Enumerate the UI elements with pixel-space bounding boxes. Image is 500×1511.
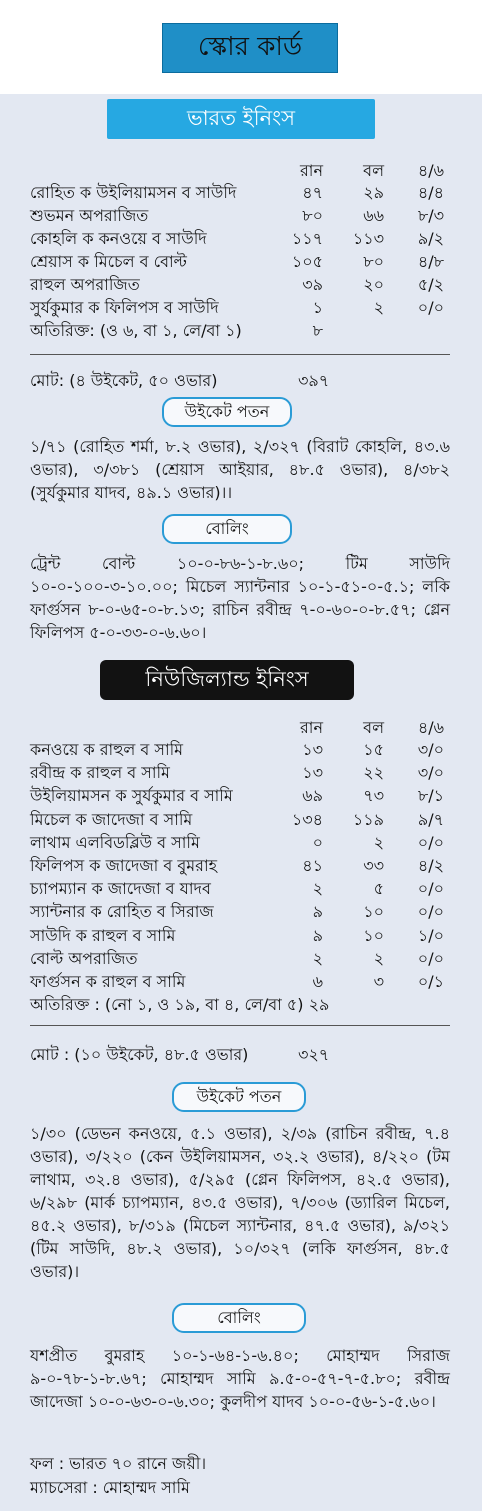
- india-bowling-figures: ট্রেন্ট বোল্ট ১০-০-৮৬-১-৮.৬০; টিম সাউদি ১০-০-১০০-৩-১০.০০; মিচেল স্যান্টনার ১০-১-৫১-০-৫.১; লকি ফার্গুসন ৮-০-৬৫-০-৮.১৩; রাচিন রবীন্দ্র ৭-০-৬০-০-৮.৫৭; গ্লেন ফিলিপস ৫-০-৩৩-০-৬.৬০।: [30, 554, 450, 642]
- balls-col-label: বল: [363, 718, 384, 737]
- header: [0, 0, 500, 94]
- batter-runs: ১৩: [302, 740, 323, 759]
- batter-balls: ২০: [363, 275, 384, 294]
- batting-row: [30, 205, 450, 227]
- batter-name: শ্রেয়াস ক মিচেল ব বোল্ট: [30, 252, 187, 271]
- batter-balls: ১০: [363, 902, 384, 922]
- batter-runs: ২: [312, 948, 323, 968]
- batter-fours-sixes: ০/০: [417, 832, 444, 852]
- india-innings-heading: ভারত ইনিংস: [107, 99, 375, 139]
- batter-name: সুর্যকুমার ক ফিলিপস ব সাউদি: [30, 298, 219, 317]
- batter-balls: ৩৩: [363, 856, 384, 875]
- batter-balls: ২: [373, 298, 384, 317]
- batter-balls: ১১৯: [352, 809, 384, 829]
- batter-runs: ১: [312, 298, 323, 317]
- nz-bowling-heading: বোলিং: [172, 1303, 306, 1333]
- runs-col-label: রান: [300, 718, 323, 737]
- india-bowling-heading: বোলিং: [162, 514, 292, 544]
- batter-runs: ১৩৪: [291, 809, 323, 829]
- batting-row: [30, 901, 450, 923]
- batting-row: [30, 297, 450, 319]
- balls-col-label: বল: [363, 161, 384, 180]
- batter-fours-sixes: ১/০: [417, 925, 444, 945]
- batter-runs: ৬৯: [302, 786, 323, 806]
- batter-balls: ৫: [373, 879, 384, 899]
- nz-innings-heading: নিউজিল্যান্ড ইনিংস: [100, 660, 354, 700]
- nz-total-row: [30, 1042, 450, 1069]
- batter-runs: ৪১: [302, 856, 323, 875]
- batter-fours-sixes: ০/০: [417, 298, 444, 317]
- india-extras-row: [30, 320, 450, 342]
- batting-row: [30, 878, 450, 900]
- batter-runs: ৮০: [302, 206, 323, 225]
- batter-name: মিচেল ক জাদেজা ব সামি: [30, 809, 193, 829]
- batter-runs: ৬: [312, 972, 323, 991]
- batter-balls: ২: [373, 948, 384, 968]
- total-value: ৩২৭: [298, 1045, 330, 1064]
- batter-name: লাথাম এলবিডব্লিউ ব সামি: [30, 832, 200, 852]
- batter-balls: ৬৬: [363, 206, 384, 225]
- extras-label: অতিরিক্ত : (নো ১, ও ১৯, বা ৪, লে/বা ৫) ২৯: [30, 995, 330, 1014]
- scorecard-panel: [0, 94, 482, 1511]
- batter-fours-sixes: ০/০: [417, 879, 444, 899]
- batter-name: ফার্গুসন ক রাহুল ব সামি: [30, 972, 186, 991]
- nz-fall-of-wickets: ১/৩০ (ডেভন কনওয়ে, ৫.১ ওভার), ২/৩৯ (রাচিন রবীন্দ্র, ৭.৪ ওভার), ৩/২২০ (কেন উইলিয়ামসন, ৩২.২ ওভার), ৪/২২০ (টম লাথাম, ৩২.৪ ওভার), ৫/২৯৫ (গ্লেন ফিলিপস, ৪২.৫ ওভার), ৬/২৯৮ (মার্ক চ্যাপম্যান, ৪৩.৫ ওভার), ৭/৩০৬ (ড্যারিল মিচেল, ৪৫.২ ওভার), ৮/৩১৯ (মিচেল স্যান্টনার, ৪৭.৫ ওভার), ৯/৩২১ (টিম সাউদি, ৪৮.২ ওভার), ১০/৩২৭ (লকি ফার্গুসন, ৪৮.৫ ওভার)।: [30, 1124, 450, 1281]
- batter-balls: ২৯: [363, 183, 384, 202]
- batter-fours-sixes: ৪/৪: [417, 183, 444, 202]
- india-total-row: [30, 368, 450, 395]
- batter-name: রাহুল অপরাজিত: [30, 275, 140, 294]
- india-fow-heading: উইকেট পতন: [162, 397, 292, 427]
- extras-label: অতিরিক্ত: (ও ৬, বা ১, লে/বা ১): [30, 321, 242, 340]
- batter-runs: ১১৭: [291, 229, 323, 248]
- batter-fours-sixes: ৪/৮: [417, 252, 444, 271]
- batter-name: সাউদি ক রাহুল ব সামি: [30, 925, 176, 945]
- total-label: মোট: (৪ উইকেট, ৫০ ওভার): [30, 371, 218, 390]
- batting-row: [30, 274, 450, 296]
- batter-fours-sixes: ০/০: [417, 948, 444, 968]
- batter-fours-sixes: ০/১: [417, 972, 444, 991]
- total-value: ৩৯৭: [298, 371, 330, 390]
- extras-value: ৮: [312, 321, 323, 340]
- total-label: মোট : (১০ উইকেট, ৪৮.৫ ওভার): [30, 1045, 249, 1064]
- batter-name: উইলিয়ামসন ক সুর্যকুমার ব সামি: [30, 786, 233, 806]
- india-fall-of-wickets: ১/৭১ (রোহিত শর্মা, ৮.২ ওভার), ২/৩২৭ (বিরাট কোহলি, ৪৩.৬ ওভার), ৩/৩৮১ (শ্রেয়াস আইয়ার, ৪৮.৫ ওভার), ৪/৩৮২ (সুর্যকুমার যাদব, ৪৯.১ ওভার)।।: [30, 437, 450, 502]
- batter-fours-sixes: ৮/৩: [417, 206, 444, 225]
- batting-row: [30, 809, 450, 831]
- batting-row: [30, 228, 450, 250]
- batter-balls: ৭৩: [363, 786, 384, 806]
- batting-row: [30, 832, 450, 854]
- batting-row: [30, 739, 450, 761]
- batter-name: বোল্ট অপরাজিত: [30, 948, 138, 968]
- batting-row: [30, 251, 450, 273]
- batter-fours-sixes: ০/০: [417, 902, 444, 922]
- batter-balls: ৩: [373, 972, 384, 991]
- batting-row: [30, 785, 450, 807]
- batter-balls: ৮০: [363, 252, 384, 271]
- fours-sixes-col-label: ৪/৬: [417, 161, 444, 180]
- batter-fours-sixes: ৮/১: [417, 786, 444, 806]
- batter-runs: ১৩: [302, 763, 323, 783]
- batter-fours-sixes: ৯/৭: [417, 809, 444, 829]
- batter-runs: ০: [312, 832, 323, 852]
- divider: [30, 354, 450, 355]
- batter-name: স্যান্টনার ক রোহিত ব সিরাজ: [30, 902, 214, 922]
- batting-row: [30, 762, 450, 784]
- nz-fow-heading: উইকেট পতন: [172, 1082, 306, 1112]
- india-column-header: [30, 158, 450, 180]
- batter-name: ফিলিপস ক জাদেজা ব বুমরাহ: [30, 856, 218, 875]
- batter-runs: ৪৭: [302, 183, 323, 202]
- batting-row: [30, 182, 450, 204]
- fours-sixes-col-label: ৪/৬: [417, 718, 444, 737]
- divider: [30, 1025, 450, 1026]
- batter-runs: ৯: [312, 925, 323, 945]
- batter-name: রোহিত ক উইলিয়ামসন ব সাউদি: [30, 183, 237, 202]
- batter-runs: ৯: [312, 902, 323, 922]
- batter-name: রবীন্দ্র ক রাহুল ব সামি: [30, 763, 170, 783]
- man-of-the-match: ম্যাচসেরা : মোহাম্মদ সামি: [30, 1478, 190, 1497]
- batter-runs: ৩৯: [302, 275, 323, 294]
- batter-fours-sixes: ৪/২: [417, 856, 444, 875]
- nz-extras-row: [30, 994, 450, 1016]
- batting-row: [30, 855, 450, 877]
- batter-name: কনওয়ে ক রাহুল ব সামি: [30, 740, 184, 759]
- nz-bowling-figures: যশপ্রীত বুমরাহ ১০-১-৬৪-১-৬.৪০; মোহাম্মদ সিরাজ ৯-০-৭৮-১-৮.৬৭; মোহাম্মদ সামি ৯.৫-০-৫৭-৭-৫.৮০; রবীন্দ্র জাদেজা ১০-০-৬৩-০-৬.৩০; কুলদীপ যাদব ১০-০-৫৬-১-৫.৬০।: [30, 1346, 450, 1411]
- batter-balls: ১১৩: [352, 229, 384, 248]
- batter-balls: ১০: [363, 925, 384, 945]
- runs-col-label: রান: [300, 161, 323, 180]
- batting-row: [30, 925, 450, 947]
- batter-name: কোহলি ক কনওয়ে ব সাউদি: [30, 229, 207, 248]
- batter-balls: ২: [373, 832, 384, 852]
- nz-column-header: [30, 715, 450, 737]
- batter-fours-sixes: ৩/০: [417, 763, 444, 783]
- batter-name: শুভমন অপরাজিত: [30, 206, 149, 225]
- batter-runs: ১০৫: [291, 252, 323, 271]
- match-result: ফল : ভারত ৭০ রানে জয়ী।: [30, 1454, 207, 1473]
- batter-balls: ২২: [363, 763, 384, 783]
- batter-fours-sixes: ৫/২: [417, 275, 444, 294]
- batter-fours-sixes: ৯/২: [417, 229, 444, 248]
- batter-name: চ্যাপম্যান ক জাদেজা ব যাদব: [30, 879, 211, 899]
- batter-balls: ১৫: [363, 740, 384, 759]
- batting-row: [30, 971, 450, 993]
- batting-row: [30, 948, 450, 970]
- page-title: স্কোর কার্ড: [162, 23, 338, 73]
- batter-fours-sixes: ৩/০: [417, 740, 444, 759]
- batter-runs: ২: [312, 879, 323, 899]
